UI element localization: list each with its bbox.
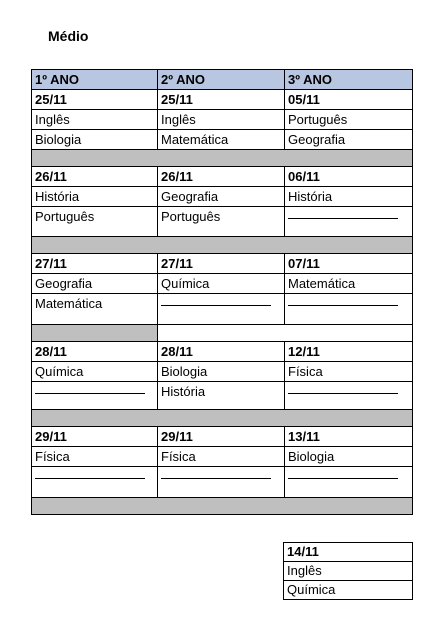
date-cell: 27/11 (32, 254, 158, 274)
subject-row (32, 467, 413, 498)
subject-cell: História (285, 187, 413, 207)
blank-line (288, 382, 398, 394)
date-cell: 26/11 (32, 167, 158, 187)
header-row (32, 70, 413, 90)
blank-subject-cell (285, 207, 413, 237)
blank-subject-cell (158, 294, 285, 325)
separator-row (32, 237, 413, 254)
date-row (32, 427, 413, 447)
separator-cell (158, 325, 413, 342)
date-cell: 07/11 (285, 254, 413, 274)
separator-cell (32, 325, 158, 342)
date-cell: 06/11 (285, 167, 413, 187)
date-cell: 14/11 (284, 543, 413, 562)
subject-cell: História (158, 382, 285, 410)
subject-row (32, 362, 413, 382)
date-row (32, 342, 413, 362)
subject-cell: Português (32, 207, 158, 237)
separator-cell (32, 410, 413, 427)
subject-cell: História (32, 187, 158, 207)
extra-exam-table (283, 542, 413, 600)
subject-row (32, 294, 413, 325)
blank-subject-cell (285, 382, 413, 410)
date-row (32, 167, 413, 187)
date-cell: 25/11 (158, 90, 285, 110)
blank-line (35, 382, 145, 394)
separator-cell (32, 237, 413, 254)
subject-row (32, 207, 413, 237)
subject-cell: Inglês (284, 562, 413, 581)
date-row (32, 254, 413, 274)
subject-cell: Física (32, 447, 158, 467)
subject-cell: Geografia (32, 274, 158, 294)
subject-cell: Português (158, 207, 285, 237)
subject-cell: Química (158, 274, 285, 294)
blank-subject-cell (158, 467, 285, 498)
blank-subject-cell (32, 382, 158, 410)
exam-schedule-table (31, 69, 413, 515)
blank-subject-cell (285, 467, 413, 498)
column-header-3: 3º ANO (285, 70, 413, 90)
column-header-1: 1º ANO (32, 70, 158, 90)
subject-row (32, 187, 413, 207)
subject-cell: Inglês (158, 110, 285, 130)
subject-cell: Matemática (158, 130, 285, 150)
subject-row (32, 447, 413, 467)
date-cell: 28/11 (32, 342, 158, 362)
date-cell: 29/11 (32, 427, 158, 447)
date-cell: 26/11 (158, 167, 285, 187)
subject-cell: Biologia (32, 130, 158, 150)
blank-line (35, 467, 145, 479)
date-cell: 28/11 (158, 342, 285, 362)
column-header-2: 2º ANO (158, 70, 285, 90)
subject-cell: Biologia (158, 362, 285, 382)
subject-cell: Química (284, 581, 413, 600)
separator-row (32, 410, 413, 427)
subject-row (32, 274, 413, 294)
date-row (32, 90, 413, 110)
subject-cell: Matemática (32, 294, 158, 325)
date-cell: 05/11 (285, 90, 413, 110)
subject-cell: Matemática (285, 274, 413, 294)
blank-line (161, 294, 271, 306)
subject-row (284, 562, 413, 581)
subject-cell: Geografia (285, 130, 413, 150)
subject-cell: Geografia (158, 187, 285, 207)
date-cell: 13/11 (285, 427, 413, 447)
subject-cell: Física (158, 447, 285, 467)
date-cell: 29/11 (158, 427, 285, 447)
date-cell: 25/11 (32, 90, 158, 110)
date-row (284, 543, 413, 562)
blank-subject-cell (285, 294, 413, 325)
separator-row (32, 150, 413, 167)
blank-line (161, 467, 271, 479)
subject-row (284, 581, 413, 600)
blank-subject-cell (32, 467, 158, 498)
blank-line (288, 294, 398, 306)
separator-row (32, 498, 413, 515)
date-cell: 27/11 (158, 254, 285, 274)
subject-row (32, 382, 413, 410)
blank-line (288, 207, 398, 219)
subject-cell: Português (285, 110, 413, 130)
subject-cell: Química (32, 362, 158, 382)
blank-line (288, 467, 398, 479)
separator-cell (32, 498, 413, 515)
subject-row (32, 130, 413, 150)
separator-row (32, 325, 413, 342)
subject-cell: Física (285, 362, 413, 382)
separator-cell (32, 150, 413, 167)
subject-cell: Biologia (285, 447, 413, 467)
subject-row (32, 110, 413, 130)
subject-cell: Inglês (32, 110, 158, 130)
date-cell: 12/11 (285, 342, 413, 362)
page-title: Médio (48, 28, 89, 44)
